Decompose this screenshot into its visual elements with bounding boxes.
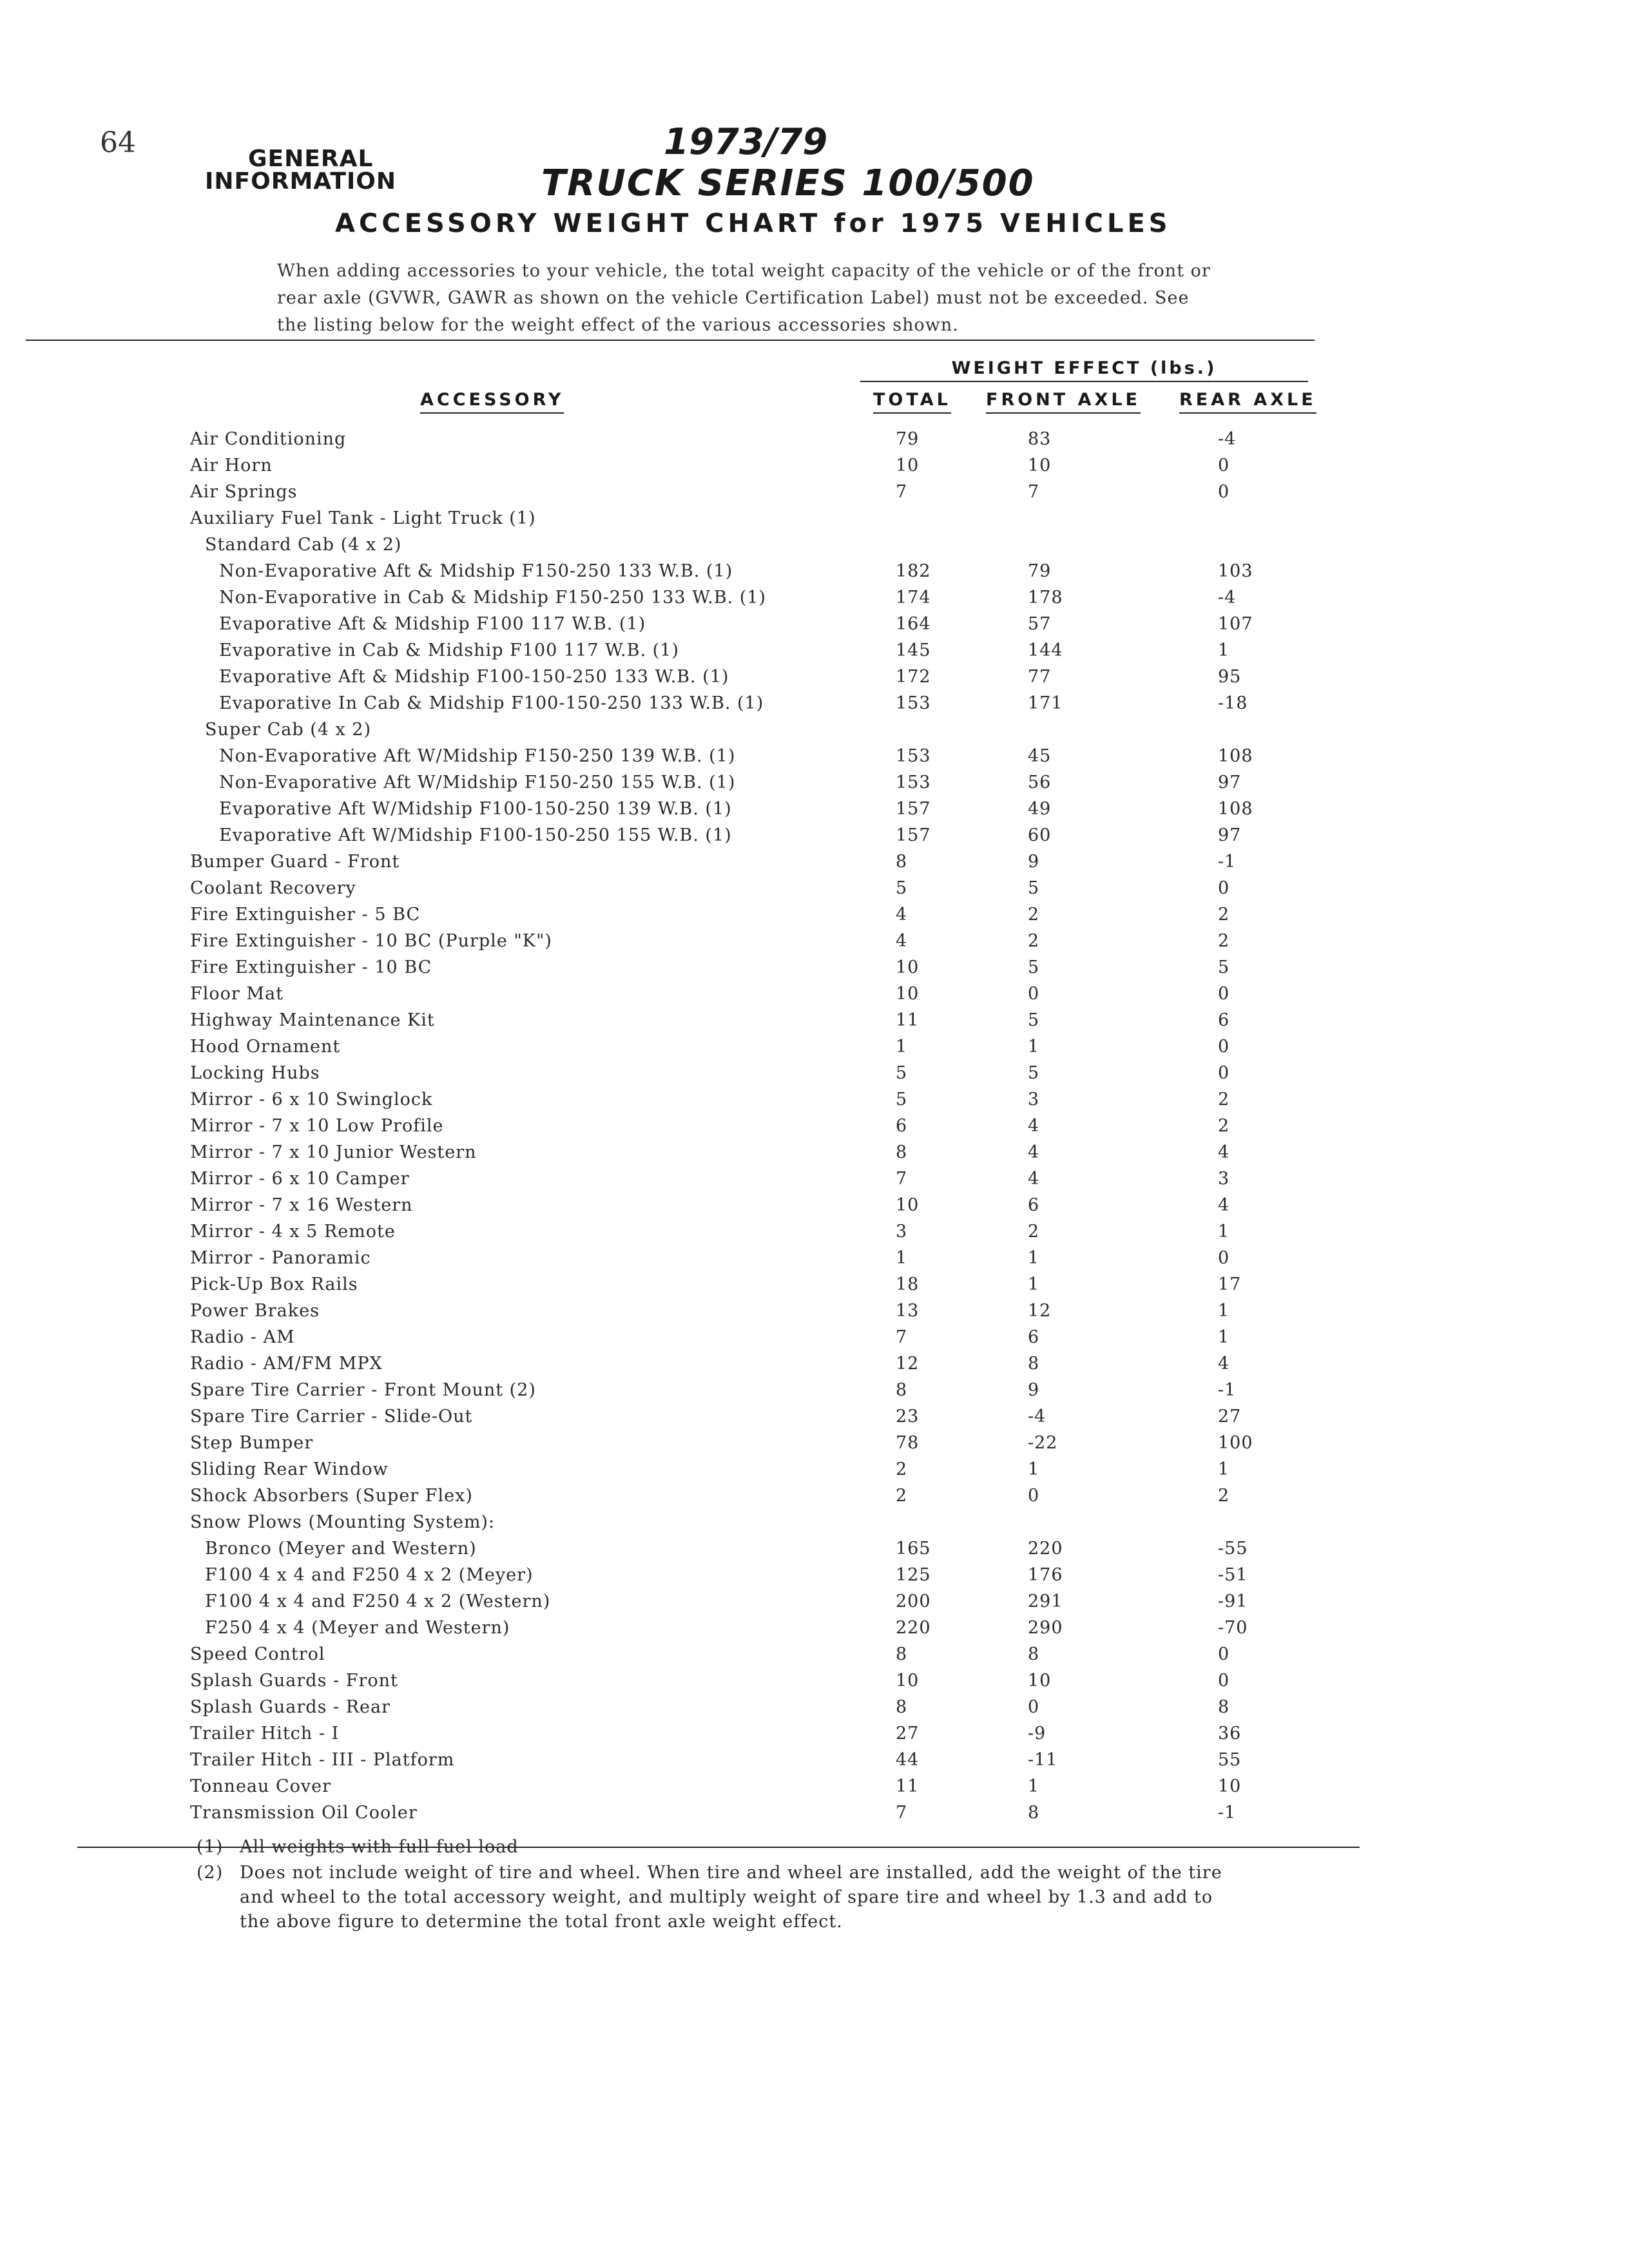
total-cell: 78: [896, 1433, 920, 1453]
front-axle-cell: 5: [1028, 1010, 1040, 1030]
accessory-cell: Mirror - 7 x 10 Junior Western: [190, 1142, 477, 1162]
accessory-cell: Evaporative Aft W/Midship F100-150-250 139 W.B. (1): [219, 799, 732, 819]
front-axle-cell: 60: [1028, 825, 1052, 845]
table-row: [0, 1274, 1629, 1301]
total-cell: 5: [896, 878, 908, 898]
total-cell: 8: [896, 1644, 908, 1664]
accessory-cell: Splash Guards - Front: [190, 1671, 398, 1691]
total-cell: 153: [896, 693, 931, 713]
table-row: [0, 1380, 1629, 1407]
accessory-cell: Tonneau Cover: [190, 1776, 332, 1796]
rear-axle-cell: 2: [1218, 1090, 1230, 1110]
total-cell: 157: [896, 799, 931, 819]
total-cell: 2: [896, 1486, 908, 1506]
footnote-1-mark: (1): [197, 1837, 224, 1857]
accessory-cell: Air Springs: [190, 482, 298, 502]
rear-axle-cell: 2: [1218, 931, 1230, 951]
accessory-cell: Step Bumper: [190, 1433, 314, 1453]
model-years: 1973/79: [664, 121, 828, 163]
total-cell: 13: [896, 1301, 920, 1321]
rear-axle-cell: 0: [1218, 1063, 1230, 1083]
total-cell: 10: [896, 456, 920, 476]
total-cell: 7: [896, 1169, 908, 1189]
rear-axle-cell: 1: [1218, 1301, 1230, 1321]
section-label-information: INFORMATION: [205, 168, 397, 195]
accessory-cell: Mirror - Panoramic: [190, 1248, 371, 1268]
front-axle-cell: 1: [1028, 1776, 1040, 1796]
table-row: [0, 984, 1629, 1010]
table-row: [0, 852, 1629, 878]
front-axle-cell: 8: [1028, 1354, 1040, 1374]
table-row: [0, 1724, 1629, 1750]
front-axle-cell: 7: [1028, 482, 1040, 502]
accessory-cell: Highway Maintenance Kit: [190, 1010, 435, 1030]
total-cell: 10: [896, 1671, 920, 1691]
rear-axle-cell: 1: [1218, 1327, 1230, 1347]
table-row: [0, 1116, 1629, 1142]
accessory-cell: Evaporative Aft & Midship F100-150-250 133 W.B. (1): [219, 667, 729, 687]
rear-axle-cell: 3: [1218, 1169, 1230, 1189]
accessory-cell: F100 4 x 4 and F250 4 x 2 (Western): [205, 1591, 551, 1611]
rear-axle-cell: -91: [1218, 1591, 1248, 1611]
front-axle-cell: 0: [1028, 1486, 1040, 1506]
total-cell: 5: [896, 1090, 908, 1110]
front-axle-cell: 2: [1028, 905, 1040, 925]
front-axle-cell: 1: [1028, 1274, 1040, 1294]
front-axle-cell: 10: [1028, 456, 1052, 476]
total-cell: 3: [896, 1222, 908, 1242]
rear-axle-cell: 17: [1218, 1274, 1242, 1294]
front-axle-cell: -22: [1028, 1433, 1058, 1453]
rear-axle-cell: 4: [1218, 1354, 1230, 1374]
accessory-cell: Radio - AM/FM MPX: [190, 1354, 383, 1374]
accessory-cell: Locking Hubs: [190, 1063, 320, 1083]
accessory-cell: Shock Absorbers (Super Flex): [190, 1486, 473, 1506]
front-axle-cell: 9: [1028, 1380, 1040, 1400]
table-row: [0, 1591, 1629, 1618]
front-axle-cell: 2: [1028, 931, 1040, 951]
total-cell: 44: [896, 1750, 920, 1770]
total-cell: 18: [896, 1274, 920, 1294]
front-axle-cell: 5: [1028, 1063, 1040, 1083]
table-row: [0, 1195, 1629, 1222]
total-cell: 2: [896, 1459, 908, 1479]
table-row: [0, 1248, 1629, 1274]
rear-axle-cell: 0: [1218, 1671, 1230, 1691]
accessory-cell: Mirror - 7 x 10 Low Profile: [190, 1116, 444, 1136]
accessory-cell: Spare Tire Carrier - Front Mount (2): [190, 1380, 536, 1400]
total-cell: 172: [896, 667, 931, 687]
col-header-accessory: ACCESSORY: [420, 390, 564, 414]
rear-axle-cell: 55: [1218, 1750, 1242, 1770]
total-cell: 4: [896, 905, 908, 925]
rear-axle-cell: 0: [1218, 984, 1230, 1004]
weight-effect-group-header: WEIGHT EFFECT (lbs.): [860, 358, 1308, 382]
intro-paragraph: When adding accessories to your vehicle, the total weight capacity of the vehicle or of the front or rear axle (GVWR, GAWR as shown on the vehicle Certification Label) must not be exceeded. See the listing below for the weight effect of the various accessories shown.: [277, 261, 1211, 335]
table-row: [0, 456, 1629, 482]
accessory-cell: Non-Evaporative Aft W/Midship F150-250 155 W.B. (1): [219, 773, 736, 793]
page-number: 64: [100, 126, 136, 159]
total-cell: 10: [896, 1195, 920, 1215]
table-row: [0, 1644, 1629, 1671]
accessory-cell: Standard Cab (4 x 2): [205, 535, 402, 555]
accessory-cell: Evaporative In Cab & Midship F100-150-250 133 W.B. (1): [219, 693, 764, 713]
front-axle-cell: -9: [1028, 1724, 1046, 1744]
table-row: [0, 1512, 1629, 1539]
table-row: [0, 1169, 1629, 1195]
rear-axle-cell: 27: [1218, 1407, 1242, 1427]
front-axle-cell: -11: [1028, 1750, 1058, 1770]
total-cell: 8: [896, 1380, 908, 1400]
front-axle-cell: 1: [1028, 1459, 1040, 1479]
total-cell: 145: [896, 640, 931, 660]
total-cell: 164: [896, 614, 931, 634]
rear-axle-cell: -70: [1218, 1618, 1248, 1638]
table-row: [0, 1433, 1629, 1459]
table-row: [0, 1090, 1629, 1116]
total-cell: 157: [896, 825, 931, 845]
table-row: [0, 1407, 1629, 1433]
front-axle-cell: 5: [1028, 957, 1040, 977]
table-row: [0, 773, 1629, 799]
rear-axle-cell: 1: [1218, 640, 1230, 660]
total-cell: 7: [896, 1327, 908, 1347]
accessory-cell: Mirror - 6 x 10 Swinglock: [190, 1090, 433, 1110]
front-axle-cell: 9: [1028, 852, 1040, 872]
front-axle-cell: 178: [1028, 588, 1063, 608]
accessory-cell: Mirror - 6 x 10 Camper: [190, 1169, 410, 1189]
rear-axle-cell: 97: [1218, 773, 1242, 793]
rear-axle-cell: 4: [1218, 1195, 1230, 1215]
rear-axle-cell: 36: [1218, 1724, 1242, 1744]
header-divider: [26, 340, 1315, 341]
accessory-cell: Floor Mat: [190, 984, 284, 1004]
front-axle-cell: 4: [1028, 1116, 1040, 1136]
rear-axle-cell: 103: [1218, 561, 1253, 581]
front-axle-cell: 171: [1028, 693, 1063, 713]
table-row: [0, 1063, 1629, 1090]
total-cell: 5: [896, 1063, 908, 1083]
accessory-cell: Bumper Guard - Front: [190, 852, 400, 872]
rear-axle-cell: -1: [1218, 852, 1237, 872]
front-axle-cell: 290: [1028, 1618, 1063, 1638]
accessory-cell: Auxiliary Fuel Tank - Light Truck (1): [190, 508, 536, 528]
rear-axle-cell: 0: [1218, 878, 1230, 898]
table-row: [0, 561, 1629, 588]
accessory-cell: Mirror - 7 x 16 Western: [190, 1195, 413, 1215]
table-row: [0, 799, 1629, 825]
footnote-1-text: All weights with full fuel load: [240, 1837, 519, 1857]
col-header-front-axle: FRONT AXLE: [986, 390, 1141, 414]
accessory-cell: Non-Evaporative Aft & Midship F150-250 133 W.B. (1): [219, 561, 733, 581]
accessory-cell: Hood Ornament: [190, 1037, 341, 1057]
front-axle-cell: 220: [1028, 1539, 1063, 1559]
table-row: [0, 640, 1629, 667]
total-cell: 153: [896, 746, 931, 766]
table-row: [0, 535, 1629, 561]
total-cell: 12: [896, 1354, 920, 1374]
accessory-cell: Sliding Rear Window: [190, 1459, 389, 1479]
front-axle-cell: 6: [1028, 1195, 1040, 1215]
table-row: [0, 1565, 1629, 1591]
rear-axle-cell: 2: [1218, 1116, 1230, 1136]
rear-axle-cell: 100: [1218, 1433, 1253, 1453]
front-axle-cell: 45: [1028, 746, 1052, 766]
front-axle-cell: 291: [1028, 1591, 1063, 1611]
table-row: [0, 1539, 1629, 1565]
table-row: [0, 825, 1629, 852]
front-axle-cell: 12: [1028, 1301, 1052, 1321]
table-row: [0, 1222, 1629, 1248]
front-axle-cell: 49: [1028, 799, 1052, 819]
table-row: [0, 1776, 1629, 1803]
front-axle-cell: 6: [1028, 1327, 1040, 1347]
accessory-cell: Transmission Oil Cooler: [190, 1803, 418, 1823]
rear-axle-cell: -1: [1218, 1380, 1237, 1400]
table-row: [0, 1750, 1629, 1776]
total-cell: 220: [896, 1618, 931, 1638]
rear-axle-cell: 2: [1218, 1486, 1230, 1506]
table-row: [0, 1301, 1629, 1327]
front-axle-cell: 79: [1028, 561, 1052, 581]
total-cell: 11: [896, 1010, 920, 1030]
table-row: [0, 508, 1629, 535]
chart-title: ACCESSORY WEIGHT CHART for 1975 VEHICLES: [335, 209, 1171, 238]
front-axle-cell: 8: [1028, 1644, 1040, 1664]
front-axle-cell: 8: [1028, 1803, 1040, 1823]
rear-axle-cell: -18: [1218, 693, 1248, 713]
accessory-cell: Non-Evaporative Aft W/Midship F150-250 139 W.B. (1): [219, 746, 736, 766]
table-row: [0, 720, 1629, 746]
rear-axle-cell: 0: [1218, 1248, 1230, 1268]
front-axle-cell: 176: [1028, 1565, 1063, 1585]
front-axle-cell: 1: [1028, 1037, 1040, 1057]
accessory-cell: Splash Guards - Rear: [190, 1697, 391, 1717]
accessory-cell: Speed Control: [190, 1644, 325, 1664]
front-axle-cell: 0: [1028, 1697, 1040, 1717]
rear-axle-cell: 108: [1218, 799, 1253, 819]
accessory-cell: Coolant Recovery: [190, 878, 356, 898]
front-axle-cell: 56: [1028, 773, 1052, 793]
total-cell: 125: [896, 1565, 931, 1585]
total-cell: 8: [896, 852, 908, 872]
accessory-cell: Fire Extinguisher - 10 BC (Purple "K"): [190, 931, 552, 951]
total-cell: 10: [896, 957, 920, 977]
rear-axle-cell: 97: [1218, 825, 1242, 845]
front-axle-cell: 3: [1028, 1090, 1040, 1110]
front-axle-cell: 144: [1028, 640, 1063, 660]
front-axle-cell: 5: [1028, 878, 1040, 898]
table-row: [0, 878, 1629, 905]
rear-axle-cell: 10: [1218, 1776, 1242, 1796]
table-row: [0, 1697, 1629, 1724]
col-header-total: TOTAL: [873, 390, 951, 414]
rear-axle-cell: -51: [1218, 1565, 1248, 1585]
total-cell: 4: [896, 931, 908, 951]
footnote-2-mark: (2): [197, 1863, 224, 1883]
accessory-cell: Evaporative Aft & Midship F100 117 W.B. (1): [219, 614, 646, 634]
rear-axle-cell: 0: [1218, 456, 1230, 476]
accessory-cell: Mirror - 4 x 5 Remote: [190, 1222, 396, 1242]
accessory-cell: F100 4 x 4 and F250 4 x 2 (Meyer): [205, 1565, 534, 1585]
front-axle-cell: 4: [1028, 1142, 1040, 1162]
rear-axle-cell: 0: [1218, 1644, 1230, 1664]
accessory-cell: Spare Tire Carrier - Slide-Out: [190, 1407, 473, 1427]
front-axle-cell: 57: [1028, 614, 1052, 634]
total-cell: 27: [896, 1724, 920, 1744]
accessory-cell: Snow Plows (Mounting System):: [190, 1512, 496, 1532]
total-cell: 7: [896, 1803, 908, 1823]
rear-axle-cell: 95: [1218, 667, 1242, 687]
table-row: [0, 1486, 1629, 1512]
front-axle-cell: 83: [1028, 429, 1052, 449]
table-row: [0, 1037, 1629, 1063]
col-header-rear-axle: REAR AXLE: [1179, 390, 1316, 414]
accessory-cell: Trailer Hitch - I: [190, 1724, 340, 1744]
accessory-cell: Evaporative Aft W/Midship F100-150-250 155 W.B. (1): [219, 825, 732, 845]
total-cell: 182: [896, 561, 931, 581]
accessory-cell: Non-Evaporative in Cab & Midship F150-250 133 W.B. (1): [219, 588, 766, 608]
total-cell: 11: [896, 1776, 920, 1796]
accessory-cell: Bronco (Meyer and Western): [205, 1539, 477, 1559]
table-row: [0, 905, 1629, 931]
rear-axle-cell: 1: [1218, 1459, 1230, 1479]
rear-axle-cell: 0: [1218, 1037, 1230, 1057]
table-row: [0, 957, 1629, 984]
rear-axle-cell: -1: [1218, 1803, 1237, 1823]
total-cell: 7: [896, 482, 908, 502]
total-cell: 153: [896, 773, 931, 793]
front-axle-cell: -4: [1028, 1407, 1046, 1427]
rear-axle-cell: 8: [1218, 1697, 1230, 1717]
accessory-cell: Pick-Up Box Rails: [190, 1274, 358, 1294]
total-cell: 23: [896, 1407, 920, 1427]
rear-axle-cell: 107: [1218, 614, 1253, 634]
table-row: [0, 614, 1629, 640]
table-row: [0, 1354, 1629, 1380]
table-row: [0, 429, 1629, 456]
front-axle-cell: 1: [1028, 1248, 1040, 1268]
table-row: [0, 482, 1629, 508]
table-row: [0, 588, 1629, 614]
total-cell: 174: [896, 588, 931, 608]
accessory-cell: Evaporative in Cab & Midship F100 117 W.B. (1): [219, 640, 679, 660]
front-axle-cell: 4: [1028, 1169, 1040, 1189]
table-row: [0, 1142, 1629, 1169]
table-row: [0, 1618, 1629, 1644]
total-cell: 79: [896, 429, 920, 449]
table-row: [0, 1327, 1629, 1354]
table-row: [0, 1010, 1629, 1037]
total-cell: 1: [896, 1248, 908, 1268]
table-row: [0, 931, 1629, 957]
footnote-2-text: Does not include weight of tire and wheel. When tire and wheel are installed, add the weight of the tire and wheel to the total accessory weight, and multiply weight of spare tire and wheel by 1.3 and add to the above figure to determine the total front axle weight effect.: [240, 1863, 1222, 1932]
total-cell: 1: [896, 1037, 908, 1057]
accessory-cell: Radio - AM: [190, 1327, 295, 1347]
rear-axle-cell: 0: [1218, 482, 1230, 502]
rear-axle-cell: 4: [1218, 1142, 1230, 1162]
accessory-cell: Air Horn: [190, 456, 273, 476]
total-cell: 8: [896, 1697, 908, 1717]
accessory-cell: F250 4 x 4 (Meyer and Western): [205, 1618, 510, 1638]
front-axle-cell: 0: [1028, 984, 1040, 1004]
rear-axle-cell: 5: [1218, 957, 1230, 977]
accessory-cell: Super Cab (4 x 2): [205, 720, 372, 740]
table-row: [0, 1671, 1629, 1697]
table-row: [0, 693, 1629, 720]
accessory-cell: Trailer Hitch - III - Platform: [190, 1750, 455, 1770]
table-row: [0, 746, 1629, 773]
total-cell: 6: [896, 1116, 908, 1136]
accessory-cell: Fire Extinguisher - 10 BC: [190, 957, 432, 977]
front-axle-cell: 2: [1028, 1222, 1040, 1242]
rear-axle-cell: -4: [1218, 588, 1237, 608]
total-cell: 8: [896, 1142, 908, 1162]
accessory-cell: Fire Extinguisher - 5 BC: [190, 905, 421, 925]
rear-axle-cell: 2: [1218, 905, 1230, 925]
front-axle-cell: 10: [1028, 1671, 1052, 1691]
accessory-cell: Power Brakes: [190, 1301, 320, 1321]
rear-axle-cell: 1: [1218, 1222, 1230, 1242]
rear-axle-cell: 6: [1218, 1010, 1230, 1030]
table-row: [0, 1803, 1629, 1829]
front-axle-cell: 77: [1028, 667, 1052, 687]
rear-axle-cell: -55: [1218, 1539, 1248, 1559]
table-row: [0, 667, 1629, 693]
total-cell: 200: [896, 1591, 931, 1611]
section-label-general: GENERAL: [248, 146, 374, 172]
table-row: [0, 1459, 1629, 1486]
total-cell: 165: [896, 1539, 931, 1559]
rear-axle-cell: 108: [1218, 746, 1253, 766]
accessory-cell: Air Conditioning: [190, 429, 347, 449]
rear-axle-cell: -4: [1218, 429, 1237, 449]
total-cell: 10: [896, 984, 920, 1004]
truck-series-title: TRUCK SERIES 100/500: [541, 162, 1035, 204]
